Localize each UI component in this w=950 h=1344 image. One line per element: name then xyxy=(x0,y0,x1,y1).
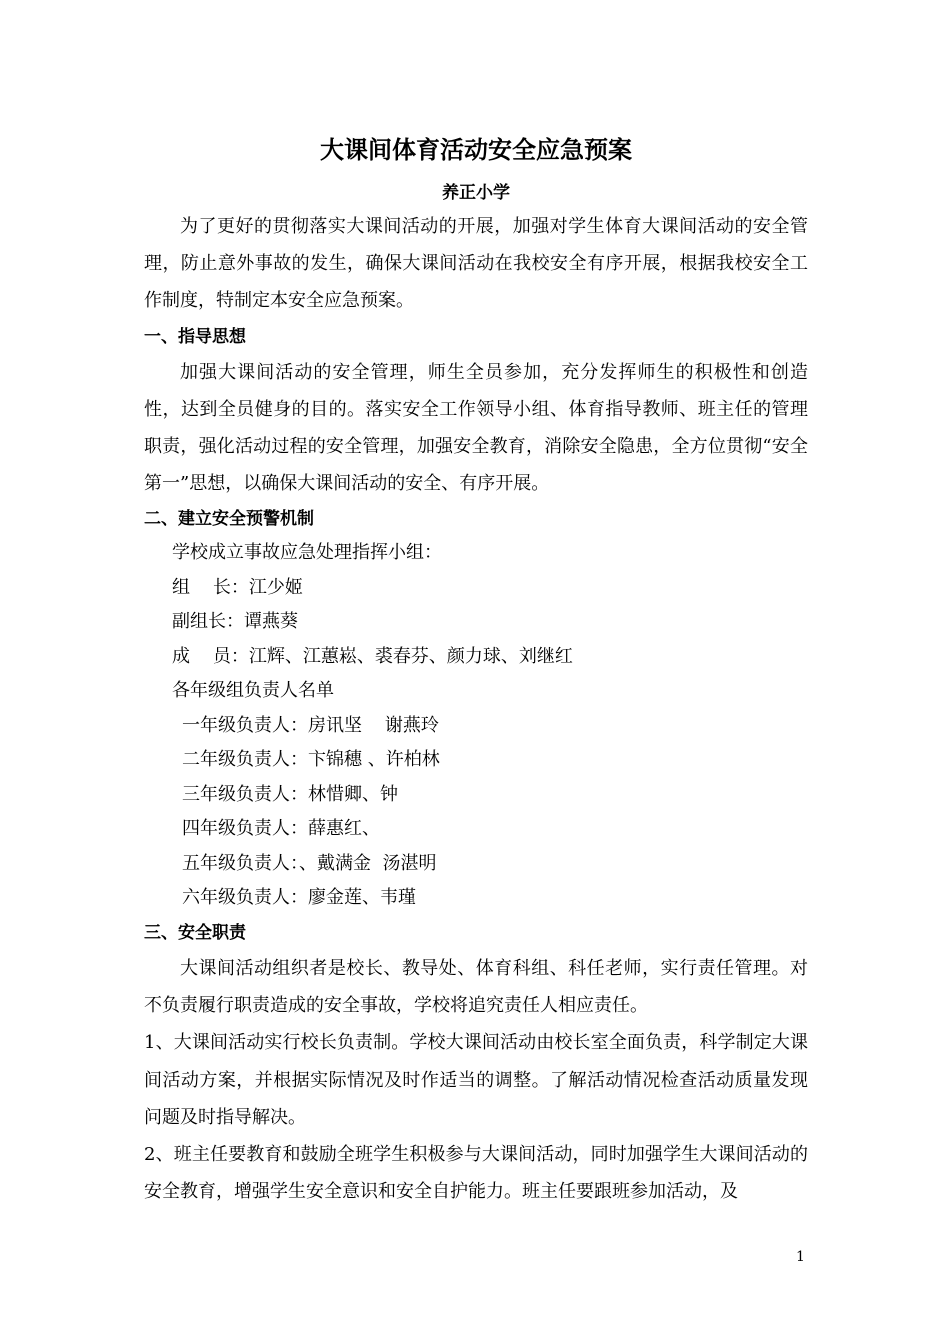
section-heading-safety-duties: 三、安全职责 xyxy=(144,922,246,943)
grade-leader-item: 二年级负责人：卞锦穗 、许柏林 xyxy=(182,749,440,771)
grade-leader-list xyxy=(144,709,808,916)
intro-paragraph: 为了更好的贯彻落实大课间活动的开展，加强对学生体育大课间活动的安全管理，防止意外事故的发生，确保大课间活动在我校安全有序开展，根据我校安全工作制度，特制定本安全应急预案。 xyxy=(144,216,808,312)
grade-leader-item: 四年级负责人：薛惠红、 xyxy=(182,818,380,840)
duty-item: 2、班主任要教育和鼓励全班学生积极参与大课间活动，同时加强学生大课间活动的安全教育，增强学生安全意识和安全自护能力。班主任要跟班参加活动，及 xyxy=(144,1143,808,1203)
safety-duties-paragraph: 大课间活动组织者是校长、教导处、体育科组、科任老师，实行责任管理。对不负责履行职责造成的安全事故，学校将追究责任人相应责任。 xyxy=(144,957,808,1017)
grade-leader-item: 六年级负责人：廖金莲、韦瑾 xyxy=(182,887,416,909)
duty-item: 1、大课间活动实行校长负责制。学校大课间活动由校长室全面负责，科学制定大课间活动方案，并根据实际情况及时作适当的调整。了解活动情况检查活动质量发现问题及时指导解决。 xyxy=(144,1032,808,1128)
document-body xyxy=(144,128,808,1210)
document-title: 大课间体育活动安全应急预案 xyxy=(320,136,632,164)
command-group-line: 学校成立事故应急处理指挥小组： xyxy=(172,542,442,564)
school-name: 养正小学 xyxy=(442,183,510,203)
guiding-ideology-paragraph: 加强大课间活动的安全管理，师生全员参加，充分发挥师生的积极性和创造性，达到全员健身的目的。落实安全工作领导小组、体育指导教师、班主任的管理职责，强化活动过程的安全管理，加强安全教育，消除安全隐患，全方位贯彻“安全第一”思想，以确保大课间活动的安全、有序开展。 xyxy=(144,361,808,495)
group-leader-line: 组 长：江少姬 xyxy=(172,576,303,598)
members-line: 成 员：江辉、江蕙崧、裘春芬、颜力球、刘继红 xyxy=(172,645,573,667)
command-group-list xyxy=(144,536,808,709)
grade-leader-item: 一年级负责人：房讯坚 谢燕玲 xyxy=(182,714,439,736)
section-heading-warning-mechanism: 二、建立安全预警机制 xyxy=(144,509,314,530)
grade-leader-item: 三年级负责人：林惜卿、钟 xyxy=(182,783,398,805)
page-number: 1 xyxy=(796,1249,805,1265)
deputy-leader-line: 副组长：谭燕葵 xyxy=(172,611,298,633)
section-heading-guiding-ideology: 一、指导思想 xyxy=(144,326,246,347)
grade-leader-item: 五年级负责人：、戴满金 汤湛明 xyxy=(182,852,437,874)
grade-list-heading: 各年级组负责人名单 xyxy=(172,680,334,702)
